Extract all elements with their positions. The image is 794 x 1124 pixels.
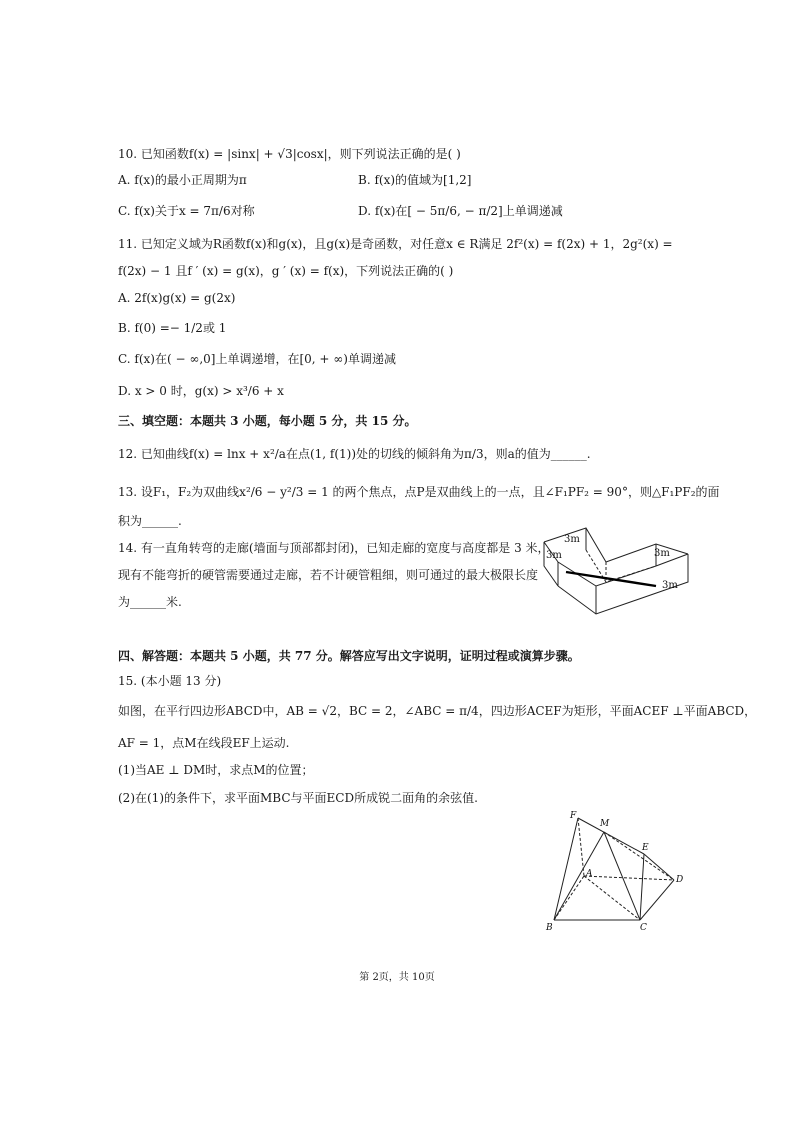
q10-option-a: A. f(x)的最小正周期为π <box>118 173 247 187</box>
point-label-f: F <box>570 811 577 821</box>
corridor-label-height-left: 3m <box>546 550 562 561</box>
q11-line1: 11. 已知定义域为R函数f(x)和g(x)，且g(x)是奇函数，对任意x ∈ R满足 2f²(x) = f(2x) + 1，2g²(x) = <box>118 237 673 251</box>
corridor-label-width-left: 3m <box>564 534 580 545</box>
q12-text: 12. 已知曲线f(x) = lnx + x²/a在点(1, f(1))处的切线的倾斜角为π/3，则a的值为______. <box>118 447 591 461</box>
corridor-label-width-right: 3m <box>654 548 670 559</box>
q11-line2: f(2x) − 1 且f ′ (x) = g(x)，g ′ (x) = f(x)，下列说法正确的( ) <box>118 264 454 278</box>
section-4-heading: 四、解答题：本题共 5 小题，共 77 分。解答应写出文字说明，证明过程或演算步骤。 <box>118 649 580 663</box>
point-label-c: C <box>640 923 647 933</box>
point-label-m: M <box>600 819 610 829</box>
section-3-heading: 三、填空题：本题共 3 小题，每小题 5 分，共 15 分。 <box>118 414 417 428</box>
solid-geometry-figure <box>538 808 690 934</box>
q15-part1: (1)当AE ⊥ DM时，求点M的位置； <box>118 763 314 777</box>
q14-line1: 14. 有一直角转弯的走廊(墙面与顶部都封闭)，已知走廊的宽度与高度都是 3 米， <box>118 541 550 555</box>
q11-option-a: A. 2f(x)g(x) = g(2x) <box>118 291 236 305</box>
point-label-b: B <box>546 923 553 933</box>
q13-line2: 积为______. <box>118 514 182 528</box>
page-footer: 第 2页，共 10页 <box>359 972 435 983</box>
q15-line2: AF = 1，点M在线段EF上运动. <box>118 736 290 750</box>
q15-header: 15. (本小题 13 分) <box>118 674 222 688</box>
q10-option-c: C. f(x)关于x = 7π/6对称 <box>118 204 255 218</box>
q14-line2: 现有不能弯折的硬管需要通过走廊，若不计硬管粗细，则可通过的最大极限长度 <box>118 568 539 582</box>
q10-stem: 10. 已知函数f(x) = |sinx| + √3|cosx|，则下列说法正确的是( ) <box>118 147 461 161</box>
q11-option-b: B. f(0) =− 1/2或 1 <box>118 321 227 335</box>
corridor-label-height-right: 3m <box>662 580 678 591</box>
q13-line1: 13. 设F₁，F₂为双曲线x²/6 − y²/3 = 1 的两个焦点，点P是双曲线上的一点，且∠F₁PF₂ = 90°，则△F₁PF₂的面 <box>118 485 720 499</box>
q11-option-d: D. x > 0 时，g(x) > x³/6 + x <box>118 384 284 398</box>
q11-option-c: C. f(x)在( − ∞,0]上单调递增，在[0, + ∞)单调递减 <box>118 352 396 366</box>
q10-option-d: D. f(x)在[ − 5π/6, − π/2]上单调递减 <box>358 204 563 218</box>
q14-line3: 为______米. <box>118 595 182 609</box>
point-label-a: A <box>586 869 593 879</box>
q10-option-b: B. f(x)的值域为[1,2] <box>358 173 472 187</box>
q15-part2: (2)在(1)的条件下，求平面MBC与平面ECD所成锐二面角的余弦值. <box>118 791 478 805</box>
q15-line1: 如图，在平行四边形ABCD中，AB = √2，BC = 2，∠ABC = π/4，四边形ACEF为矩形，平面ACEF ⊥平面ABCD， <box>118 704 757 718</box>
point-label-d: D <box>676 875 684 885</box>
point-label-e: E <box>642 843 649 853</box>
corridor-figure <box>538 522 694 618</box>
